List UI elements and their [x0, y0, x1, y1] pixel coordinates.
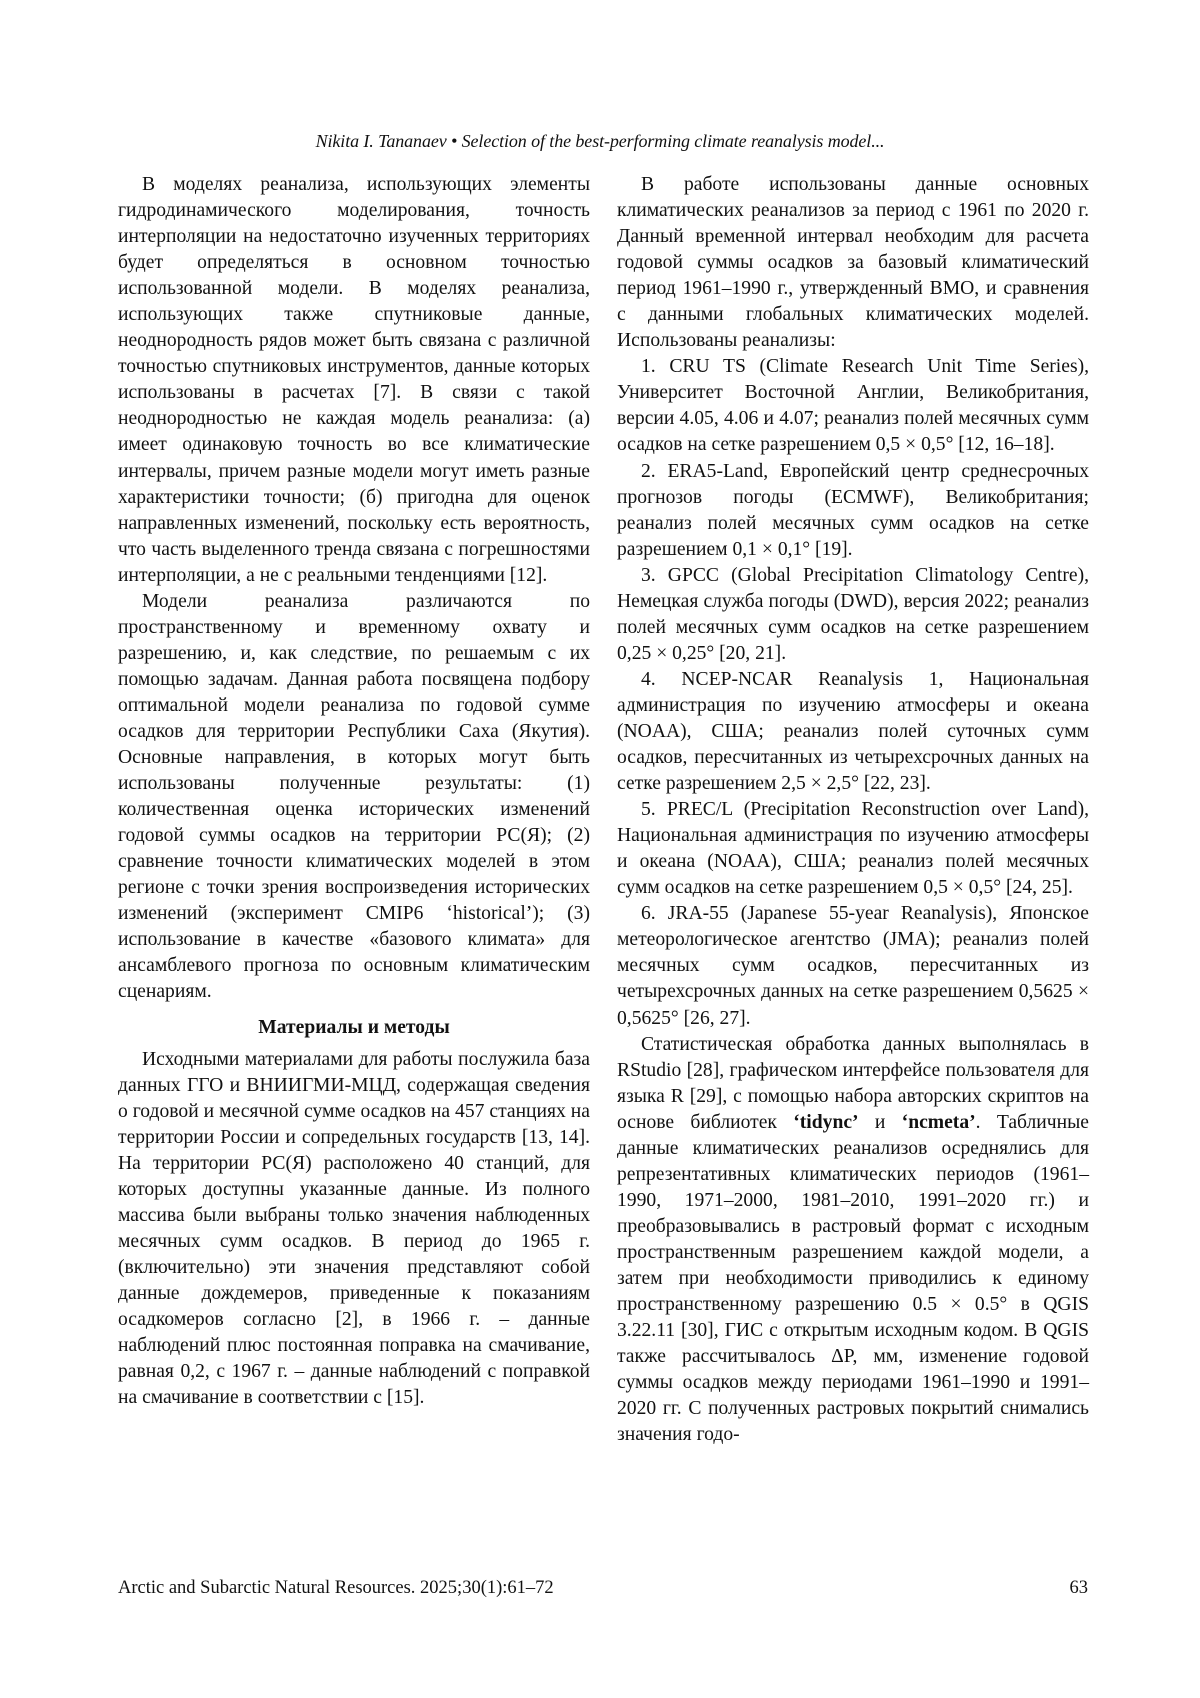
stats-text-mid: и	[858, 1111, 902, 1133]
body-paragraph	[617, 1032, 1089, 1449]
library-name: ‘ncmeta’	[901, 1111, 976, 1133]
reanalysis-list-item: 6. JRA-55 (Japanese 55-year Reanalysis), Японское метеорологическое агентство (JMA); реанализ полей месячных сумм осадков, пересчитанных из четырехсрочных данных на сетке разрешением 0,5625 × 0,5625° [26, 27].	[617, 903, 1089, 1029]
reanalysis-list-item: 2. ERA5-Land, Европейский центр среднесрочных прогнозов погоды (ECMWF), Великобритания; реанализ полей месячных сумм осадков на сетке разрешением 0,1 × 0,1° [19].	[617, 460, 1089, 560]
reanalysis-list-item: 3. GPCC (Global Precipitation Climatology Centre), Немецкая служба погоды (DWD), версия 2022; реанализ полей месячных сумм осадков на сетке разрешением 0,25 × 0,25° [20, 21].	[617, 564, 1089, 664]
right-column	[617, 172, 1089, 1448]
left-column	[118, 172, 590, 1411]
stats-text-after: . Табличные данные климатических реанализов осреднялись для репрезентативных климатических периодов (1961–1990, 1971–2000, 1981–2010, 1991–2020 гг.) и преобразовывались в растровый формат с исходным пространственным разрешением каждой модели, а затем при необходимости приводились к единому пространственному разрешению 0.5 × 0.5° в QGIS 3.22.11 [30], ГИС с открытым исходным кодом. В QGIS также рассчитывалось ΔP, мм, изменение годовой суммы осадков между периодами 1961–1990 и 1991–2020 гг. С полученных растровых покрытий снимались значения годо-	[617, 1111, 1089, 1446]
body-paragraph: В моделях реанализа, использующих элементы гидродинамического моделирования, точность интерполяции на недостаточно изученных территориях будет определяться в основном точностью использованной модели. В моделях реанализа, использующих также спутниковые данные, неоднородность рядов может быть связана с различной точностью спутниковых инструментов, данные которых использованы в расчетах [7]. В связи с такой неоднородностью не каждая модель реанализа: (а) имеет одинаковую точность во все климатические интервалы, причем разные модели могут иметь разные характеристики точности; (б) пригодна для оценок направленных изменений, поскольку есть вероятность, что часть выделенного тренда связана с погрешностями интерполяции, а не с реальными тенденциями [12].	[118, 174, 590, 586]
reanalysis-list-item: 1. CRU TS (Climate Research Unit Time Series), Университет Восточной Англии, Великобритания, версии 4.05, 4.06 и 4.07; реанализ полей месячных сумм осадков на сетке разрешением 0,5 × 0,5° [12, 16–18].	[617, 356, 1089, 456]
section-heading: Материалы и методы	[258, 1016, 450, 1038]
stats-text-before: Статистическая обработка данных выполнялась в RStudio [28], графическом интерфейсе пользователя для языка R [29], с помощью набора авторских скриптов на основе библиотек	[617, 1033, 1089, 1133]
reanalysis-list-item: 4. NCEP-NCAR Reanalysis 1, Национальная администрация по изучению атмосферы и океана (NOAA), США; реанализ полей суточных сумм осадков, пересчитанных из четырехсрочных данных на сетке разрешением 2,5 × 2,5° [22, 23].	[617, 668, 1089, 795]
library-name: ‘tidync’	[793, 1111, 859, 1133]
page-number: 63	[1069, 1578, 1088, 1598]
body-paragraph: Модели реанализа различаются по пространственному и временному охвату и разрешению, и, как следствие, по решаемым с их помощью задачам. Данная работа посвящена подбору оптимальной модели реанализа по годовой сумме осадков для территории Республики Саха (Якутия). Основные направления, в которых могут быть использованы полученные результаты: (1) количественная оценка исторических изменений годовой суммы осадков на территории РС(Я); (2) сравнение точности климатических моделей в этом регионе с точки зрения воспроизведения исторических изменений (эксперимент CMIP6 ‘historical’); (3) использование в качестве «базового климата» для ансамблевого прогноза по основным климатическим сценариям.	[118, 590, 590, 1003]
journal-citation: Arctic and Subarctic Natural Resources. 2025;30(1):61–72	[118, 1578, 554, 1598]
reanalysis-list-item: 5. PREC/L (Precipitation Reconstruction over Land), Национальная администрация по изучению атмосферы и океана (NOAA), США; реанализ полей месячных сумм осадков на сетке разрешением 0,5 × 0,5° [24, 25].	[617, 799, 1089, 899]
body-paragraph: Исходными материалами для работы послужила база данных ГГО и ВНИИГМИ-МЦД, содержащая сведения о годовой и месячной сумме осадков на 457 станциях на территории России и сопредельных государств [13, 14]. На территории РС(Я) расположено 40 станций, для которых доступны указанные данные. Из полного массива были выбраны только значения наблюденных месячных сумм осадков. В период до 1965 г. (включительно) эти значения представляют собой данные дождемеров, приведенные к показаниям осадкомеров согласно [2], в 1966 г. – данные наблюдений плюс постоянная поправка на смачивание, равная 0,2, с 1967 г. – данные наблюдений с поправкой на смачивание в соответствии с [15].	[118, 1048, 590, 1409]
body-paragraph: В работе использованы данные основных климатических реанализов за период с 1961 по 2020 г. Данный временной интервал необходим для расчета годовой суммы осадков за базовый климатический период 1961–1990 г., утвержденный ВМО, и сравнения с данными глобальных климатических моделей. Использованы реанализы:	[617, 174, 1089, 352]
running-header: Nikita I. Tananaev • Selection of the best-performing climate reanalysis model...	[315, 131, 885, 151]
